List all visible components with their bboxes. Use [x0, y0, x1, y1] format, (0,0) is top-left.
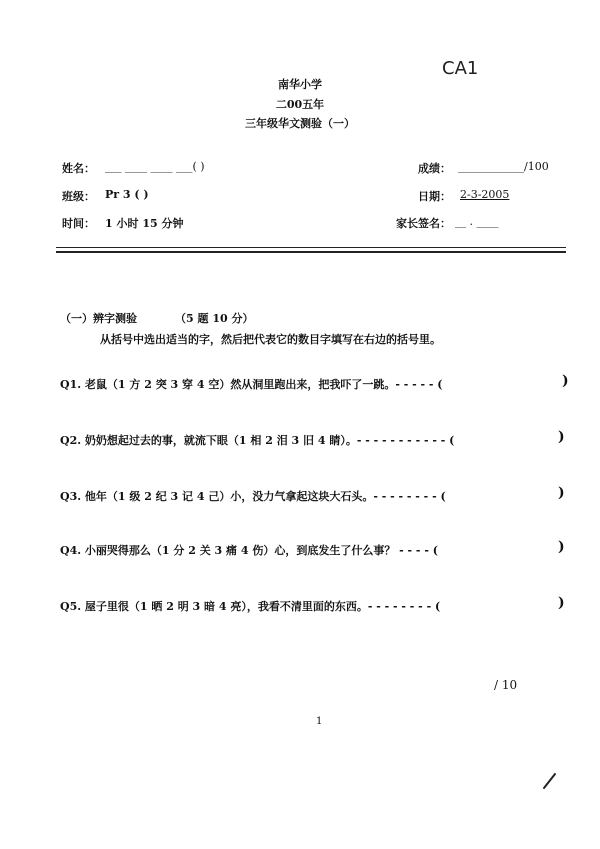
question-q5: Q5. 屋子里很（1 晒 2 明 3 暗 4 亮），我看不清里面的东西。- - - - - - - - ( [60, 600, 441, 613]
question-q3: Q3. 他年（1 级 2 纪 3 记 4 己）小，没力气拿起这块大石头。- - - - - - - - ( [60, 490, 446, 503]
exam-year: 二00五年 [275, 98, 325, 111]
page-number: 1 [316, 716, 323, 727]
score-label: 成绩： [418, 162, 451, 175]
divider-line-bottom [56, 251, 566, 253]
answer-bracket-q2: ) [558, 429, 565, 445]
answer-bracket-q5: ) [558, 595, 565, 611]
question-q1: Q1. 老鼠（1 方 2 突 3 穿 4 空）然从洞里跑出来，把我吓了一跳。- - - - - ( [60, 378, 443, 391]
class-field: Pr 3 ( ) [105, 188, 149, 201]
question-q4: Q4. 小丽哭得那么（1 分 2 关 3 痛 4 伤）心，到底发生了什么事？ - - - - ( [60, 544, 438, 557]
section-marks: （5 题 10 分） [175, 312, 254, 325]
name-field: ___ ____ ____ ___( ) [105, 160, 205, 173]
school-name: 南华小学 [278, 78, 322, 91]
parent-signature-label: 家长签名： [396, 217, 451, 230]
section-title: （一）辨字测验 [60, 312, 137, 325]
question-q2: Q2. 奶奶想起过去的事，就流下眼（1 相 2 泪 3 旧 4 睛）。- - - - - - - - - - - ( [60, 434, 455, 447]
section-score: / 10 [494, 678, 518, 692]
name-label: 姓名： [62, 162, 95, 175]
handwritten-annotation: CA1 [442, 58, 479, 79]
pen-mark-icon [540, 770, 560, 792]
divider-line-top [56, 247, 566, 248]
test-title: 三年级华文测验（一） [245, 117, 355, 130]
time-label: 时间： [62, 217, 95, 230]
score-field: ____________/100 [458, 160, 549, 173]
time-field: 1 小时 15 分钟 [105, 217, 184, 230]
date-label: 日期： [418, 190, 451, 203]
date-field: 2-3-2005 [460, 188, 510, 201]
section-instruction: 从括号中选出适当的字，然后把代表它的数目字填写在右边的括号里。 [100, 333, 441, 346]
answer-bracket-q3: ) [558, 485, 565, 501]
answer-bracket-q4: ) [558, 539, 565, 555]
parent-signature-field: __ . ____ [455, 215, 499, 228]
class-label: 班级： [62, 190, 95, 203]
answer-bracket-q1: ) [562, 373, 569, 389]
